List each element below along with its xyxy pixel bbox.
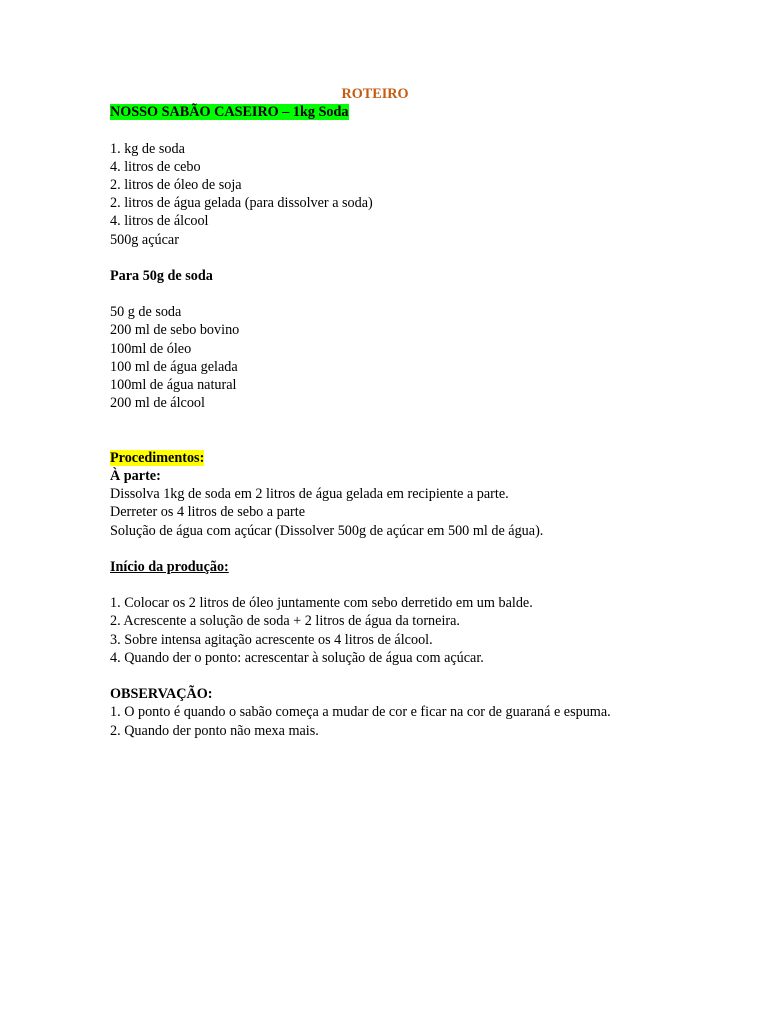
production-title: Início da produção:	[110, 558, 229, 575]
ingredient-1kg-item: 1. kg de soda	[110, 140, 185, 157]
observation-title: OBSERVAÇÃO:	[110, 686, 213, 703]
document-title: ROTEIRO	[341, 86, 409, 102]
spacer	[110, 412, 710, 430]
procedures-title-row	[110, 449, 710, 467]
procedures-title: Procedimentos:	[110, 449, 205, 466]
spacer	[110, 576, 710, 594]
document-page	[110, 85, 710, 740]
apart-title: À parte:	[110, 467, 161, 484]
observation-item: 2. Quando der ponto não mexa mais.	[110, 722, 319, 739]
ingredient-1kg-item: 2. litros de água gelada (para dissolver a soda)	[110, 195, 373, 212]
document-title-row	[110, 85, 640, 103]
ingredient-1kg-item: 4. litros de álcool	[110, 213, 209, 230]
ingredient-50g-item: 200 ml de sebo bovino	[110, 322, 240, 339]
spacer	[110, 249, 710, 267]
spacer	[110, 431, 710, 449]
production-step: 4. Quando der o ponto: acrescentar à solução de água com açúcar.	[110, 649, 484, 666]
spacer	[110, 285, 710, 303]
spacer	[110, 667, 710, 685]
production-step: 1. Colocar os 2 litros de óleo juntamente com sebo derretido em um balde.	[110, 595, 533, 612]
ingredient-50g-item: 200 ml de álcool	[110, 395, 205, 412]
section-50g-title: Para 50g de soda	[110, 267, 213, 284]
ingredient-1kg-item: 2. litros de óleo de soja	[110, 176, 242, 193]
apart-step: Derreter os 4 litros de sebo a parte	[110, 504, 306, 521]
spacer	[110, 540, 710, 558]
apart-step: Solução de água com açúcar (Dissolver 500g de açúcar em 500 ml de água).	[110, 522, 544, 539]
production-step: 3. Sobre intensa agitação acrescente os 4 litros de álcool.	[110, 631, 433, 648]
ingredient-50g-item: 100ml de óleo	[110, 340, 192, 357]
ingredient-50g-item: 100ml de água natural	[110, 377, 237, 393]
observation-item: 1. O ponto é quando o sabão começa a mudar de cor e ficar na cor de guaraná e espuma.	[110, 704, 611, 721]
spacer	[110, 121, 710, 139]
ingredient-50g-item: 100 ml de água gelada	[110, 358, 238, 375]
document-heading-row	[110, 103, 710, 121]
document-heading: NOSSO SABÃO CASEIRO – 1kg Soda	[110, 104, 349, 121]
ingredient-1kg-item: 4. litros de cebo	[110, 158, 201, 175]
production-step: 2. Acrescente a solução de soda + 2 litros de água da torneira.	[110, 613, 460, 630]
apart-step: Dissolva 1kg de soda em 2 litros de água gelada em recipiente a parte.	[110, 486, 509, 503]
ingredient-1kg-item: 500g açúcar	[110, 231, 179, 248]
ingredient-50g-item: 50 g de soda	[110, 304, 182, 321]
